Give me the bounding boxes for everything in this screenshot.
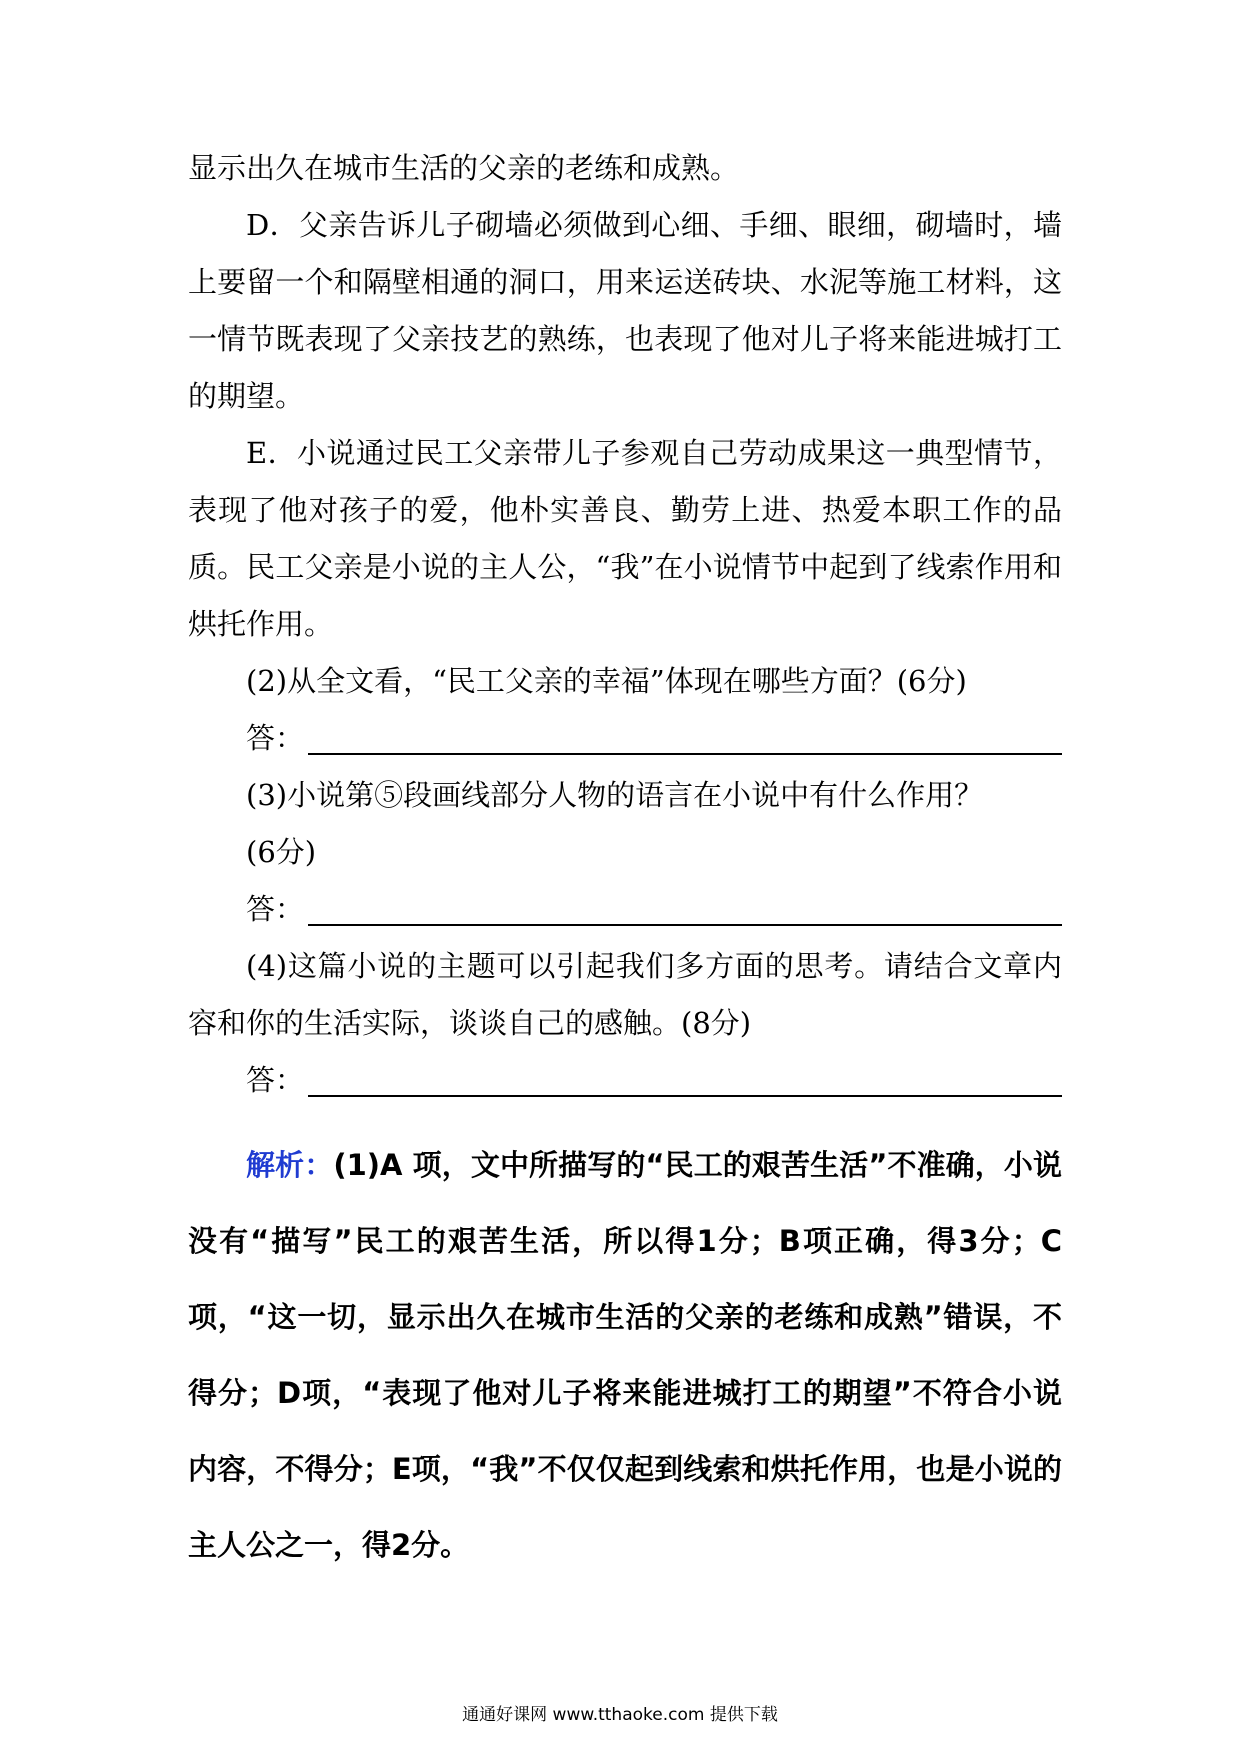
answer-label: 答： xyxy=(246,892,305,926)
answer-label: 答： xyxy=(246,1063,305,1097)
answer-2-line[interactable] xyxy=(308,753,1062,755)
answer-3 xyxy=(188,881,1062,938)
question-2: (2)从全文看，“民工父亲的幸福”体现在哪些方面？(6分) xyxy=(246,664,967,698)
analysis-text: (1)A 项，文中所描写的“民工的艰苦生活”不准确，小说没有“描写”民工的艰苦生活，所以得1分；B项正确，得3分；C项，“这一切，显示出久在城市生活的父亲的老练和成熟”错误，不得分；D项，“表现了他对儿子将来能进城打工的期望”不符合小说内容，不得分；E项，“我”不仅仅起到线索和烘托作用，也是小说的主人公之一，得2分。 xyxy=(188,1148,1062,1562)
question-3-line2: (6分) xyxy=(246,835,317,869)
analysis-label: 解析： xyxy=(246,1148,334,1182)
question-3-line1: (3)小说第⑤段画线部分人物的语言在小说中有什么作用？ xyxy=(246,778,984,812)
option-c-tail: 显示出久在城市生活的父亲的老练和成熟。 xyxy=(188,151,740,185)
answer-3-line[interactable] xyxy=(308,924,1062,926)
question-4: (4)这篇小说的主题可以引起我们多方面的思考。请结合文章内容和你的生活实际，谈谈自己的感触。(8分) xyxy=(188,949,1062,1040)
option-d: D．父亲告诉儿子砌墙必须做到心细、手细、眼细，砌墙时，墙上要留一个和隔壁相通的洞口，用来运送砖块、水泥等施工材料，这一情节既表现了父亲技艺的熟练，也表现了他对儿子将来能进城打工的期望。 xyxy=(188,208,1062,413)
analysis-paragraph xyxy=(188,1127,1062,1583)
answer-4 xyxy=(188,1052,1062,1109)
answer-2 xyxy=(188,710,1062,767)
footer-credit: 通通好课网 www.tthaoke.com 提供下载 xyxy=(462,1705,778,1725)
option-e: E．小说通过民工父亲带儿子参观自己劳动成果这一典型情节，表现了他对孩子的爱，他朴实善良、勤劳上进、热爱本职工作的品质。民工父亲是小说的主人公，“我”在小说情节中起到了线索作用和烘托作用。 xyxy=(188,436,1062,641)
document-body xyxy=(188,140,1062,1612)
answer-label: 答： xyxy=(246,721,305,755)
answer-4-line[interactable] xyxy=(308,1095,1062,1097)
